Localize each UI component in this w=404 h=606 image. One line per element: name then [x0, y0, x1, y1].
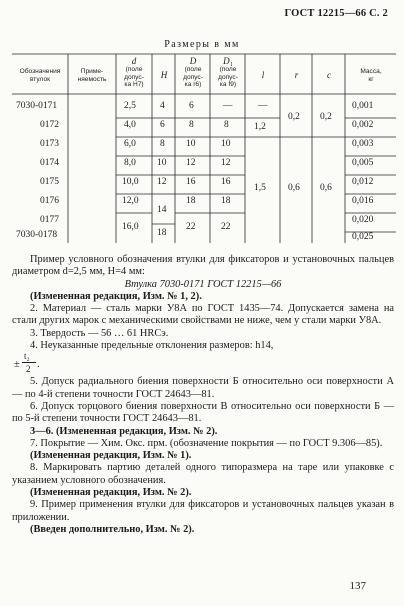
table-cell-mass: 0,020: [352, 215, 374, 225]
revision-note: (Измененная редакция, Изм. № 1, 2).: [30, 290, 202, 302]
table-cell-D: 6: [189, 101, 194, 111]
table-cell-mass: 0,012: [352, 177, 374, 187]
paragraph-4: 4. Неуказанные предельные отклонения размеров: h14,: [30, 340, 274, 352]
tolerance-fraction: [12, 352, 394, 376]
table-cell-mass: 0,005: [352, 158, 374, 168]
table-cell-d: 6,0: [124, 139, 136, 149]
col-header-D1: D₁ (поле допус- ка f9): [218, 56, 238, 89]
example-paragraph: Пример условного обозначения втулки для фиксаторов и установочных пальцев диаметром d=2,5 мм, H=4 мм:: [12, 254, 394, 278]
col-header-D: D (поле допус- ка r6): [183, 56, 203, 89]
table-caption: Размеры в мм: [164, 39, 240, 50]
table-cell-D: 22: [186, 222, 196, 232]
table-cell-designation: 7030-0178: [16, 230, 58, 240]
col-header-c: c: [327, 70, 331, 80]
table-cell-D1: —: [223, 101, 233, 111]
table-cell-D: 10: [186, 139, 196, 149]
fraction-numerator: t₂: [24, 351, 30, 362]
table-cell-D: 16: [186, 177, 196, 187]
table-cell-d: 2,5: [124, 101, 136, 111]
paragraph-6: 6. Допуск торцового биения поверхности В относительно оси поверхности Б — по 5-й степени точности ГОСТ 24643—81.: [12, 400, 394, 425]
col-header-applicability: Приме- няемость: [77, 68, 107, 83]
table-cell-l: —: [258, 101, 268, 111]
table-cell-H: 10: [157, 158, 167, 168]
fraction-denominator: 2: [26, 364, 31, 375]
table-cell-D1: 16: [221, 177, 231, 187]
table-cell-l: 1,2: [254, 122, 266, 132]
paragraph-2: 2. Материал — сталь марки У8А по ГОСТ 1435—74. Допускается замена на стали других марок с механическими свойствами не ниже, чем у стали марки У8А.: [12, 303, 394, 327]
paragraph-7: 7. Покрытие — Хим. Окс. прм. (обозначение покрытия — по ГОСТ 9.306—85).: [30, 437, 383, 449]
table-cell-mass: 0,003: [352, 139, 374, 149]
col-header-mass: Масса, кг: [360, 68, 382, 83]
table-cell-H: 12: [157, 177, 167, 187]
paragraph-3: 3. Твердость — 56 … 61 HRCэ.: [30, 327, 169, 339]
table-cell-r: 0,6: [288, 183, 300, 193]
table-cell-mass: 0,025: [352, 232, 374, 242]
paragraph-8: 8. Маркировать партию деталей одного типоразмера на таре или упаковке с указанием условного обозначения.: [12, 462, 394, 486]
dimensions-table: [12, 52, 396, 243]
table-cell-D1: 22: [221, 222, 231, 232]
table-cell-D1: 12: [221, 158, 231, 168]
table-cell-D1: 8: [224, 120, 229, 130]
table-cell-designation: 0172: [40, 120, 59, 130]
table-cell-c: 0,6: [320, 183, 332, 193]
revision-note: 3—6. (Измененная редакция, Изм. № 2).: [30, 425, 218, 437]
example-designation: Втулка 7030-0171 ГОСТ 12215—66: [124, 278, 282, 290]
revision-note: (Измененная редакция, Изм. № 1).: [30, 450, 192, 462]
revision-note: (Измененная редакция, Изм. № 2).: [30, 487, 192, 499]
table-cell-mass: 0,016: [352, 196, 374, 206]
table-cell-H: 6: [160, 120, 165, 130]
table-cell-H: 14: [157, 205, 167, 215]
col-header-designation: Обозначения втулок: [19, 68, 61, 83]
document-body: [12, 254, 394, 536]
fraction-end: .: [37, 359, 40, 371]
table-cell-designation: 0176: [40, 196, 59, 206]
table-cell-r: 0,2: [288, 112, 300, 122]
table-cell-designation: 0174: [40, 158, 59, 168]
table-cell-designation: 7030-0171: [16, 101, 58, 111]
table-cell-H: 8: [160, 139, 165, 149]
table-cell-D: 12: [186, 158, 196, 168]
table-cell-d: 16,0: [122, 222, 139, 232]
col-header-l: l: [261, 70, 265, 80]
col-header-r: r: [294, 70, 299, 80]
table-cell-c: 0,2: [320, 112, 332, 122]
table-cell-designation: 0177: [40, 215, 59, 225]
table-cell-D1: 18: [221, 196, 231, 206]
table-cell-D: 8: [189, 120, 194, 130]
revision-note: (Введен дополнительно, Изм. № 2).: [30, 523, 195, 535]
table-cell-l: 1,5: [254, 183, 266, 193]
table-cell-mass: 0,002: [352, 120, 374, 130]
table-cell-H: 18: [157, 228, 167, 238]
table-cell-d: 8,0: [124, 158, 136, 168]
table-cell-designation: 0173: [40, 139, 59, 149]
paragraph-5: 5. Допуск радиального биения поверхности Б относительно оси поверхности А — по 4-й степени точности ГОСТ 24643—81.: [12, 376, 394, 400]
table-cell-d: 4,0: [124, 120, 136, 130]
table-cell-d: 10,0: [122, 177, 139, 187]
table-cell-d: 12,0: [122, 196, 139, 206]
table-cell-D1: 10: [221, 139, 231, 149]
table-cell-mass: 0,001: [352, 101, 374, 111]
fraction-sign: ±: [14, 359, 20, 371]
table-cell-D: 18: [186, 196, 196, 206]
table-cell-designation: 0175: [40, 177, 59, 187]
paragraph-9: 9. Пример применения втулки для фиксаторов и установочных пальцев указан в приложении.: [12, 499, 394, 523]
col-header-H: H: [160, 70, 168, 80]
page-number: 137: [349, 580, 366, 592]
table-cell-H: 4: [160, 101, 165, 111]
col-header-d: d (поле допус- ка H7): [124, 56, 144, 89]
page-header: ГОСТ 12215—66 С. 2: [284, 8, 388, 19]
